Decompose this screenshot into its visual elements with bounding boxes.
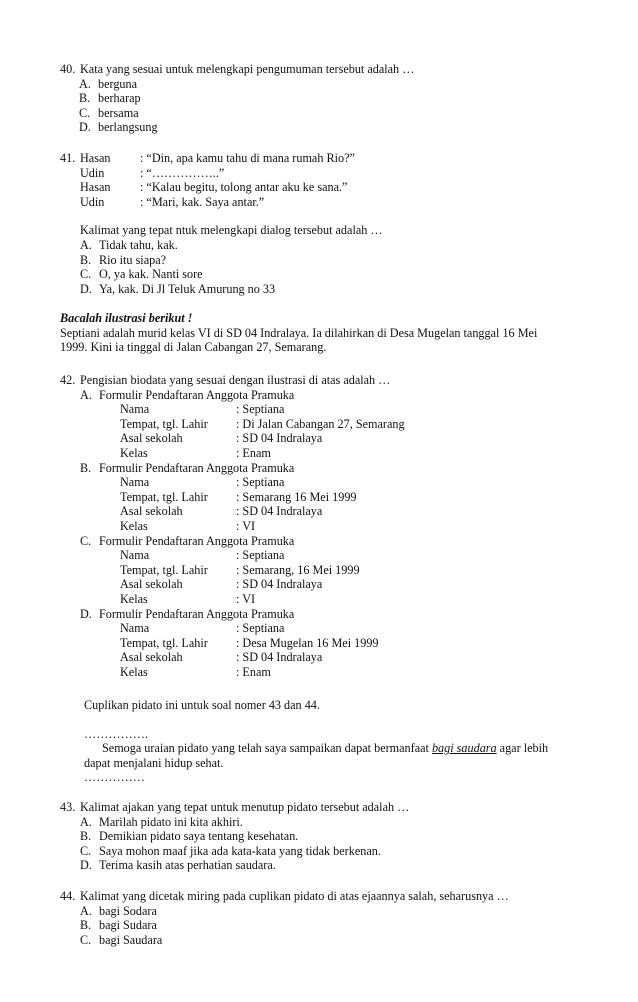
form-row: Kelas : Enam xyxy=(120,664,271,679)
question-41 xyxy=(60,151,600,296)
question-number: 40. xyxy=(60,62,76,76)
option-a: A. berguna xyxy=(79,76,138,91)
form-row: Tempat, tgl. Lahir : Semarang 16 Mei 1999 xyxy=(120,489,357,504)
option-a: A. Tidak tahu, kak. xyxy=(80,237,178,252)
question-stem xyxy=(60,800,600,815)
question-number: 44. xyxy=(60,889,76,903)
option-d: D. Formulir Pendaftaran Anggota Pramuka xyxy=(80,606,295,621)
form-row: Kelas : VI xyxy=(120,518,256,533)
question-44 xyxy=(60,889,620,947)
form-row: Asal sekolah : SD 04 Indralaya xyxy=(120,504,323,519)
form-title: Formulir Pendaftaran Anggota Pramuka xyxy=(99,460,295,475)
form-row: Tempat, tgl. Lahir : Desa Mugelan 16 Mei 1999 xyxy=(120,635,379,650)
form-row: Nama : Septiana xyxy=(120,475,285,490)
speaker: Hasan xyxy=(80,151,111,165)
question-number: 43. xyxy=(60,800,76,814)
question-42 xyxy=(60,373,600,679)
form-title: Formulir Pendaftaran Anggota Pramuka xyxy=(99,533,295,548)
option-c: C. Formulir Pendaftaran Anggota Pramuka xyxy=(80,533,295,548)
illustration-block xyxy=(60,311,610,355)
dialog-line xyxy=(60,151,600,166)
form-title: Formulir Pendaftaran Anggota Pramuka xyxy=(99,606,295,621)
question-text: Kalimat ajakan yang tepat untuk menutup pidato tersebut adalah … xyxy=(80,800,410,814)
form-row: Tempat, tgl. Lahir : Semarang, 16 Mei 1999 xyxy=(120,562,360,577)
option-c: C. Saya mohon maaf jika ada kata-kata yang tidak berkenan. xyxy=(80,843,381,858)
form-row: Asal sekolah : SD 04 Indralaya xyxy=(120,577,323,592)
dialog-text: : “Mari, kak. Saya antar.” xyxy=(140,194,265,209)
question-text: Kalimat yang tepat ntuk melengkapi dialog tersebut adalah … xyxy=(80,223,383,238)
dialog-text: : “……………..” xyxy=(140,165,225,180)
question-text: Kalimat yang dicetak miring pada cuplikan pidato di atas ejaannya salah, seharusnya … xyxy=(80,889,509,903)
option-b: B. Demikian pidato saya tentang kesehatan. xyxy=(80,829,299,844)
form-title: Formulir Pendaftaran Anggota Pramuka xyxy=(99,387,295,402)
speech-excerpt xyxy=(84,698,604,785)
question-number: 41. xyxy=(60,151,76,165)
speech-line: dapat menjalani hidup sehat. xyxy=(84,755,224,770)
form-row: Kelas : VI xyxy=(120,591,256,606)
question-stem xyxy=(60,62,600,77)
speaker: Udin xyxy=(80,194,105,209)
option-c: C. bagi Saudara xyxy=(80,932,163,947)
question-stem xyxy=(60,889,620,904)
speech-intro: Cuplikan pidato ini untuk soal nomer 43 dan 44. xyxy=(84,698,320,712)
illustration-line: 1999. Kini ia tinggal di Jalan Cabangan 27, Semarang. xyxy=(60,340,327,355)
option-d: D. berlangsung xyxy=(79,120,158,135)
form-row: Kelas : Enam xyxy=(120,445,271,460)
speaker: Hasan xyxy=(80,180,111,195)
option-a: A. bagi Sodara xyxy=(80,903,157,918)
option-b: B. Rio itu siapa? xyxy=(80,252,167,267)
option-b: B. Formulir Pendaftaran Anggota Pramuka xyxy=(80,460,295,475)
dialog-text: : “Kalau begitu, tolong antar aku ke sana.” xyxy=(140,180,348,195)
question-text: Kata yang sesuai untuk melengkapi pengumuman tersebut adalah … xyxy=(80,62,415,76)
option-a: A. Marilah pidato ini kita akhiri. xyxy=(80,814,243,829)
option-b: B. bagi Sudara xyxy=(80,918,157,933)
form-row: Asal sekolah : SD 04 Indralaya xyxy=(120,650,323,665)
question-number: 42. xyxy=(60,373,76,387)
question-text: Pengisian biodata yang sesuai dengan ilustrasi di atas adalah … xyxy=(80,373,391,387)
dialog-text: : “Din, apa kamu tahu di mana rumah Rio?” xyxy=(140,151,355,165)
question-stem xyxy=(60,373,600,388)
question-40 xyxy=(60,62,600,135)
option-c: C. bersama xyxy=(79,105,139,120)
option-d: D. Terima kasih atas perhatian saudara. xyxy=(80,858,276,873)
form-row: Nama : Septiana xyxy=(120,548,285,563)
form-row: Nama : Septiana xyxy=(120,402,285,417)
illustration-line: Septiani adalah murid kelas VI di SD 04 Indralaya. Ia dilahirkan di Desa Mugelan tanggal 16 Mei xyxy=(60,325,538,340)
dialog-line xyxy=(60,180,600,195)
illustration-heading: Bacalah ilustrasi berikut ! xyxy=(60,311,193,325)
form-row: Asal sekolah : SD 04 Indralaya xyxy=(120,431,323,446)
speech-dots-top: ……………. xyxy=(84,726,148,741)
option-b: B. berharap xyxy=(79,91,141,106)
form-row: Nama : Septiana xyxy=(120,621,285,636)
question-43 xyxy=(60,800,600,873)
option-a: A. Formulir Pendaftaran Anggota Pramuka xyxy=(80,387,295,402)
emphasized-phrase: bagi saudara xyxy=(431,741,497,756)
speaker: Udin xyxy=(80,165,105,180)
form-row: Tempat, tgl. Lahir : Di Jalan Cabangan 27, Semarang xyxy=(120,416,405,431)
dialog-line xyxy=(60,195,600,210)
speech-dots-bottom: …………… xyxy=(84,770,145,785)
option-d: D. Ya, kak. Di Jl Teluk Amurung no 33 xyxy=(80,281,276,296)
option-c: C. O, ya kak. Nanti sore xyxy=(80,267,203,282)
speech-line: Semoga uraian pidato yang telah saya sampaikan dapat bermanfaat bagi saudara agar lebih xyxy=(102,741,549,756)
dialog-line xyxy=(60,166,600,181)
